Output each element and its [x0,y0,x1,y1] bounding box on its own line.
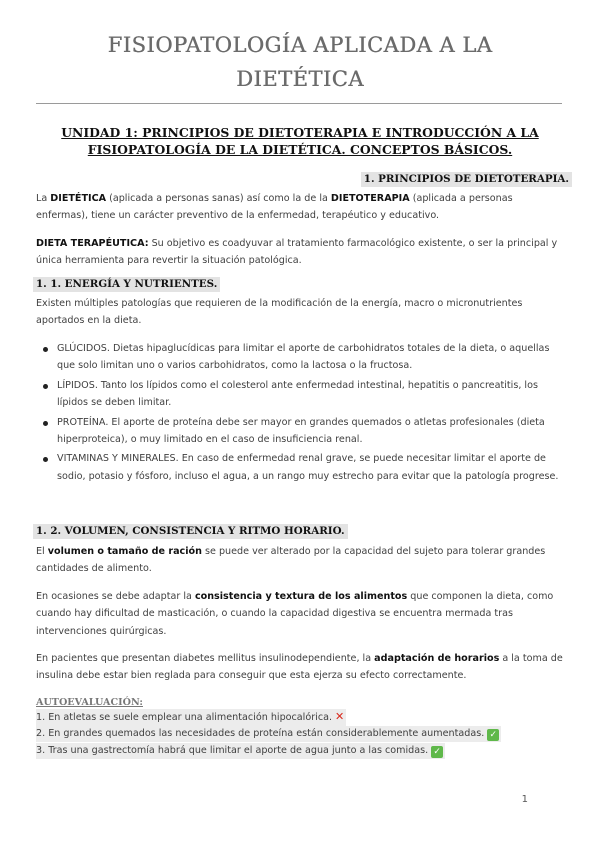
list-item-proteina: PROTEÍNA. El aporte de proteína debe ser mayor en grandes quemados o atletas profesionales (dieta hiperproteica), o muy limitado en el caso de insuficiencia renal. [36,414,570,449]
unit-title [40,124,560,158]
document-title-line2: DIETÉTICA [236,67,364,91]
paragraph-dieta-terapeutica: DIETA TERAPÉUTICA: Su objetivo es coadyuvar al tratamiento farmacológico existente, o ser la principal y única herramienta para revertir la situación patológica. [36,238,558,267]
paragraph-consistencia: En ocasiones se debe adaptar la consistencia y textura de los alimentos que componen la dieta, como cuando hay dificultad de masticación, o cuando la capacidad digestiva se encuentra mermada tras intervenciones quirúrgicas. [36,591,554,637]
bullet-icon [43,457,48,462]
unit-title-line1: UNIDAD 1: PRINCIPIOS DE DIETOTERAPIA E INTRODUCCIÓN A LA [61,125,539,140]
section-heading-principios: 1. PRINCIPIOS DE DIETOTERAPIA. [361,172,572,187]
paragraph-volumen: El volumen o tamaño de ración se puede ver alterado por la capacidad del sujeto para tolerar grandes cantidades de alimento. [36,546,546,575]
check-mark-icon: ✓ [487,729,499,741]
bullet-icon [43,384,48,389]
document-title-line1: FISIOPATOLOGÍA APLICADA A LA [107,33,493,57]
bullet-icon [43,421,48,426]
list-item-glucidos: GLÚCIDOS. Dietas hipaglucídicas para limitar el aporte de carbohidratos totales de la dieta, o aquellas que solo limitan uno o varios carbohidratos, como la lactosa o la fructosa. [36,340,570,375]
paragraph-dietetica: La DIETÉTICA (aplicada a personas sanas) así como la de la DIETOTERAPIA (aplicada a personas enfermas), tiene un carácter preventivo de la enfermedad, terapéutico y educativo. [36,193,513,222]
title-divider [36,103,562,104]
page-number: 1 [521,794,528,805]
cross-mark-icon: ✕ [335,710,345,723]
check-mark-icon: ✓ [431,746,443,758]
unit-title-line2: FISIOPATOLOGÍA DE LA DIETÉTICA. CONCEPTOS BÁSICOS. [87,142,513,157]
paragraph-patologias: Existen múltiples patologías que requieren de la modificación de la energía, macro o micronutrientes aportados en la dieta. [36,298,523,327]
paragraph-horarios: En pacientes que presentan diabetes mellitus insulinodependiente, la adaptación de horarios a la toma de insulina debe estar bien reglada para conseguir que esta ejerza su efecto correctamente. [36,653,563,682]
list-item-vitaminas-minerales: VITAMINAS Y MINERALES. En caso de enfermedad renal grave, se puede necesitar limitar el aporte de sodio, potasio y fósforo, incluso el agua, a un rango muy estrecho para evitar que la patología progrese. [36,450,570,485]
self-evaluation-item-1: 1. En atletas se suele emplear una alimentación hipocalórica. ✕ [36,709,346,726]
document-title [40,28,560,96]
self-evaluation-item-3: 3. Tras una gastrectomía habrá que limitar el aporte de agua junto a las comidas. ✓ [36,743,445,759]
self-evaluation-item-2: 2. En grandes quemados las necesidades de proteína están considerablemente aumentadas. ✓ [36,726,501,742]
section-heading-energia-nutrientes: 1. 1. ENERGÍA Y NUTRIENTES. [33,277,220,292]
list-item-lipidos: LÍPIDOS. Tanto los lípidos como el colesterol ante enfermedad intestinal, hepatitis o pancreatitis, los lípidos se deben limitar. [36,377,570,412]
section-heading-volumen-consistencia: 1. 2. VOLUMEN, CONSISTENCIA Y RITMO HORARIO. [33,524,348,539]
self-evaluation-heading: AUTOEVALUACIÓN: [36,697,143,708]
bullet-icon [43,347,48,352]
nutrient-list [36,340,570,487]
